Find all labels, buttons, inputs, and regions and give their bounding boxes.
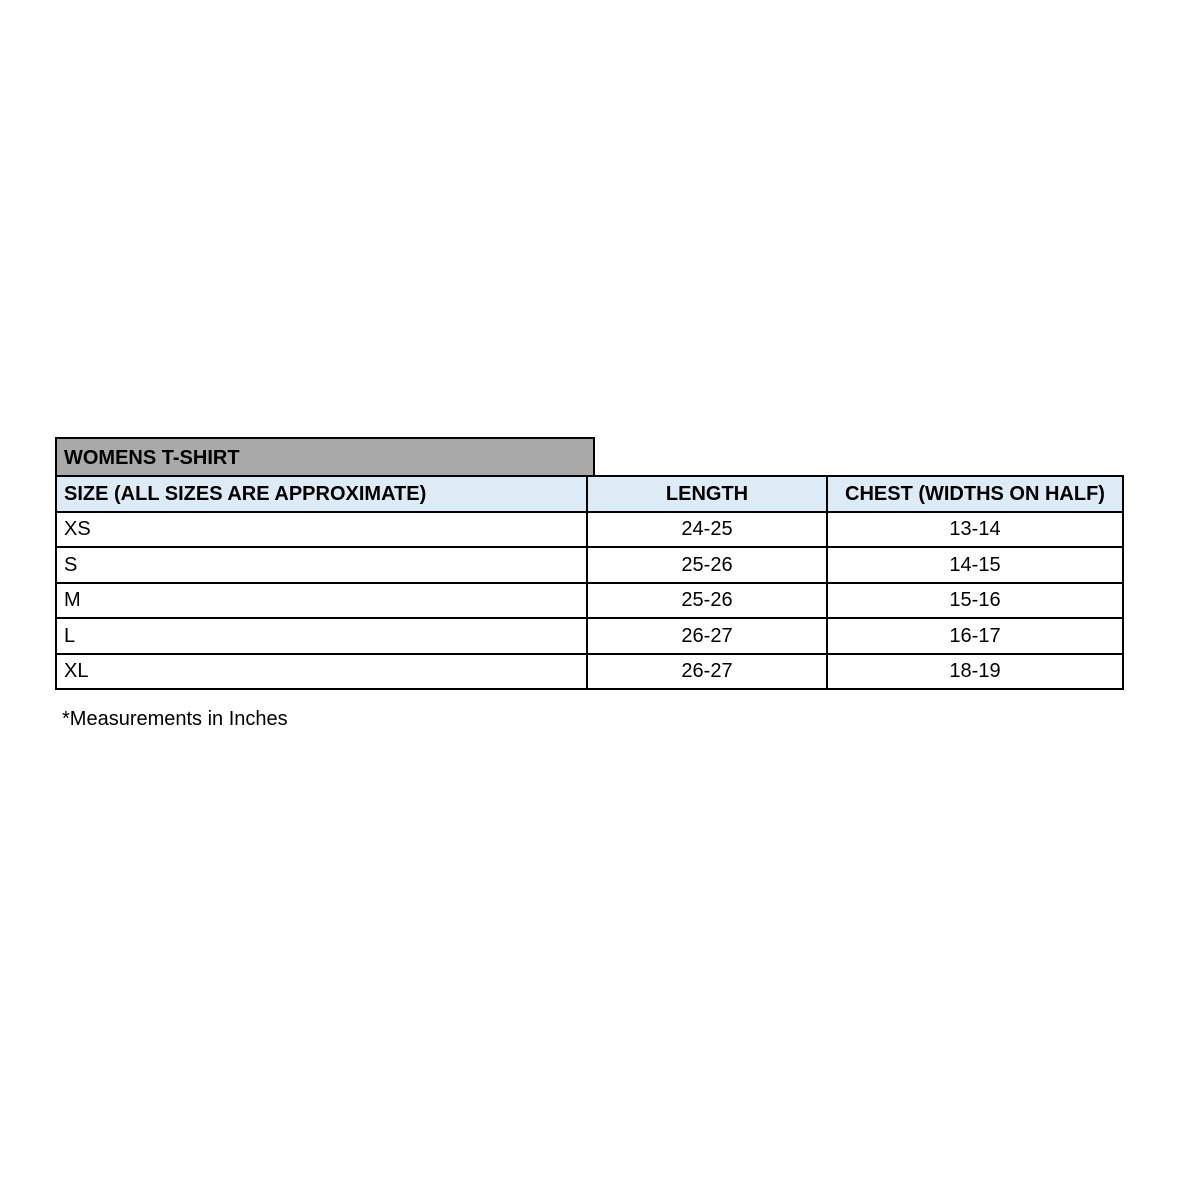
table-row: [56, 654, 1123, 690]
chest-cell: 18-19: [827, 654, 1123, 690]
table-header-row: [56, 476, 1123, 512]
table-row: [56, 512, 1123, 548]
length-cell: 26-27: [587, 654, 827, 690]
size-cell: L: [56, 618, 587, 654]
length-cell: 26-27: [587, 618, 827, 654]
size-cell: S: [56, 547, 587, 583]
size-cell: XS: [56, 512, 587, 548]
chest-cell: 13-14: [827, 512, 1123, 548]
header-chest: CHEST (WIDTHS ON HALF): [827, 476, 1123, 512]
length-cell: 25-26: [587, 547, 827, 583]
chest-cell: 16-17: [827, 618, 1123, 654]
header-length: LENGTH: [587, 476, 827, 512]
header-size: SIZE (ALL SIZES ARE APPROXIMATE): [56, 476, 587, 512]
size-cell: M: [56, 583, 587, 619]
size-cell: XL: [56, 654, 587, 690]
length-cell: 25-26: [587, 583, 827, 619]
table-row: [56, 618, 1123, 654]
table-title: WOMENS T-SHIRT: [55, 437, 595, 475]
chest-cell: 15-16: [827, 583, 1123, 619]
chest-cell: 14-15: [827, 547, 1123, 583]
table-row: [56, 547, 1123, 583]
length-cell: 24-25: [587, 512, 827, 548]
size-chart-table: [55, 475, 1124, 690]
table-row: [56, 583, 1123, 619]
measurements-footnote: *Measurements in Inches: [62, 708, 288, 730]
